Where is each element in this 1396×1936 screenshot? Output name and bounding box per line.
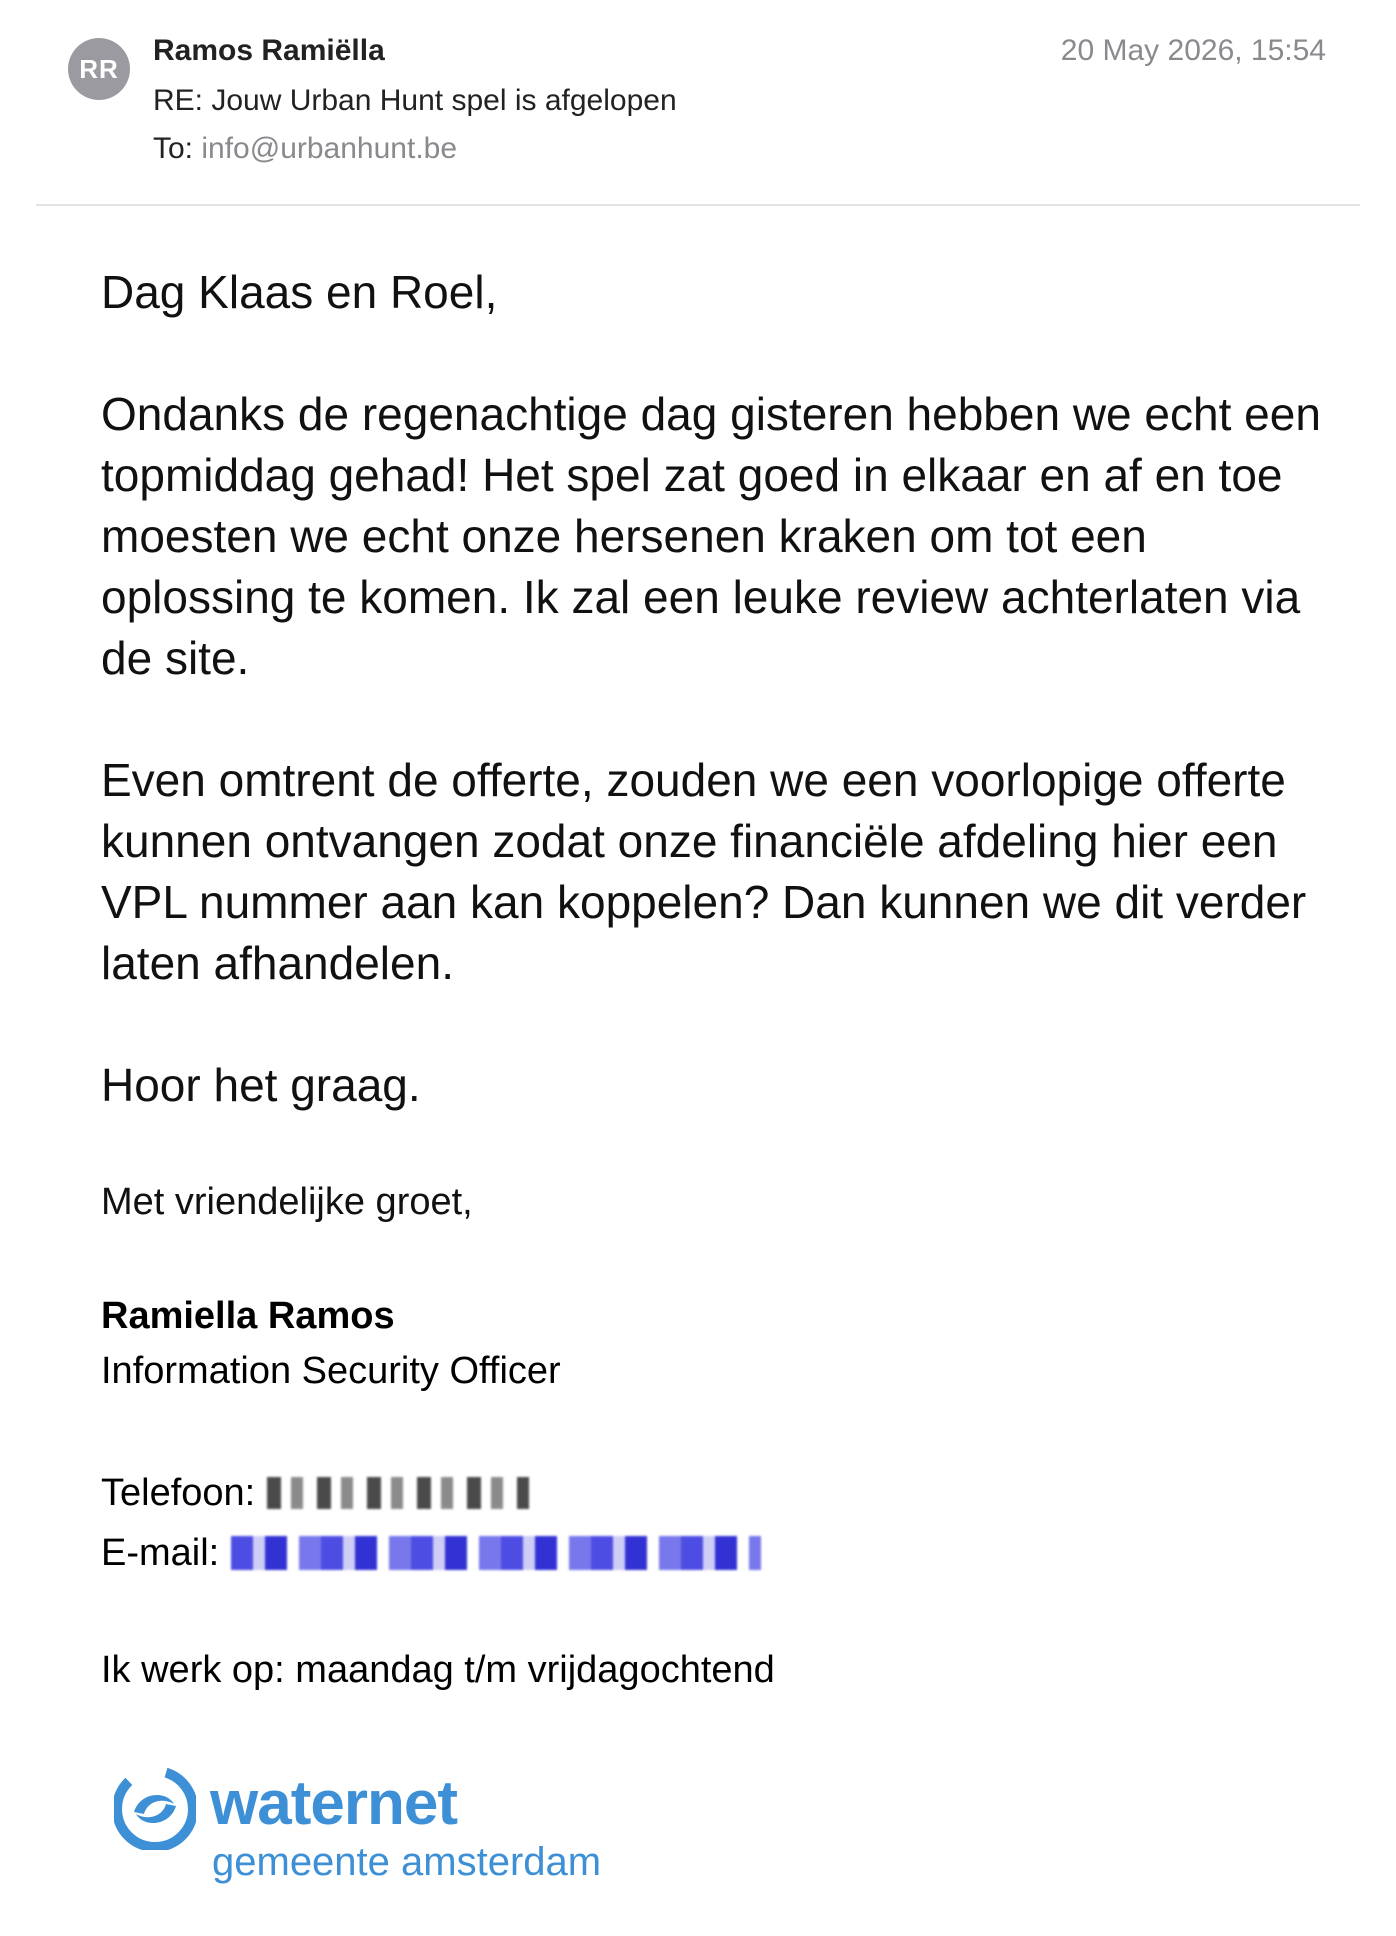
signature-phone — [101, 1463, 1341, 1523]
redacted-phone — [267, 1477, 529, 1509]
avatar[interactable]: RR — [68, 38, 130, 100]
email-subject: RE: Jouw Urban Hunt spel is afgelopen — [153, 84, 677, 117]
signature-workdays: Ik werk op: maandag t/m vrijdagochtend — [101, 1649, 775, 1691]
email-label: E-mail: — [101, 1532, 220, 1574]
waternet-swirl-icon — [114, 1768, 196, 1850]
sender-name[interactable]: Ramos Ramiëlla — [153, 34, 385, 67]
logo-brand-text: waternet — [210, 1769, 457, 1838]
waternet-logo — [114, 1768, 634, 1898]
signature-email — [101, 1523, 1341, 1583]
greeting: Dag Klaas en Roel, — [101, 266, 498, 318]
to-label: To: — [153, 132, 194, 165]
logo-subtitle: gemeente amsterdam — [212, 1840, 602, 1884]
signature-name: Ramiella Ramos — [101, 1295, 395, 1337]
signature-title: Information Security Officer — [101, 1350, 561, 1392]
email-header — [0, 0, 1396, 206]
email-date: 20 May 2026, 15:54 — [1060, 34, 1326, 67]
recipient-address[interactable]: info@urbanhunt.be — [201, 132, 458, 165]
closing-line: Hoor het graag. — [101, 1059, 421, 1111]
phone-label: Telefoon: — [101, 1472, 256, 1514]
paragraph-feedback: Ondanks de regenachtige dag gisteren hebben we echt een topmiddag gehad! Het spel zat goed in elkaar en af en toe moesten we echt onze hersenen kraken om tot een oplossing te komen. Ik zal een leuke review achterlaten via de site. — [101, 388, 1321, 684]
redacted-email-link[interactable] — [231, 1536, 761, 1570]
recipient-line — [153, 132, 457, 166]
email-body — [101, 262, 1341, 1695]
header-divider — [36, 204, 1360, 206]
regards: Met vriendelijke groet, — [101, 1181, 473, 1223]
paragraph-quote-request: Even omtrent de offerte, zouden we een voorlopige offerte kunnen ontvangen zodat onze financiële afdeling hier een VPL nummer aan kan koppelen? Dan kunnen we dit verder laten afhandelen. — [101, 754, 1307, 989]
